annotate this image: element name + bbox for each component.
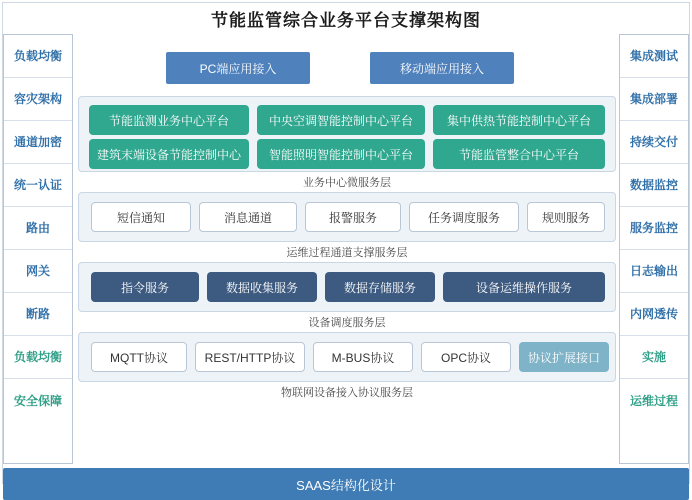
page-title: 节能监管综合业务平台支撑架构图: [211, 11, 481, 30]
chip-alarm-service[interactable]: 报警服务: [305, 202, 401, 232]
right-rail: [619, 34, 689, 464]
layer-caption-ops-channel: 运维过程通道支撑服务层: [286, 247, 408, 259]
chip-sms-notify[interactable]: 短信通知: [91, 202, 191, 232]
chip-integrated-center[interactable]: 节能监管整合中心平台: [433, 139, 605, 169]
layer-caption-iot-protocol: 物联网设备接入协议服务层: [281, 387, 413, 399]
chip-message-channel[interactable]: 消息通道: [199, 202, 297, 232]
chip-mqtt[interactable]: MQTT协议: [91, 342, 187, 372]
layer-business-center: [78, 96, 616, 172]
left-rail-item-4[interactable]: 路由: [4, 207, 72, 250]
chip-rest-http[interactable]: REST/HTTP协议: [195, 342, 305, 372]
chip-opc[interactable]: OPC协议: [421, 342, 511, 372]
left-rail-item-0[interactable]: 负载均衡: [4, 35, 72, 78]
chip-task-schedule[interactable]: 任务调度服务: [409, 202, 519, 232]
left-rail-item-2[interactable]: 通道加密: [4, 121, 72, 164]
chip-business-monitor[interactable]: 节能监测业务中心平台: [89, 105, 249, 135]
right-rail-item-1[interactable]: 集成部署: [620, 78, 688, 121]
right-rail-item-0[interactable]: 集成测试: [620, 35, 688, 78]
chip-command-service[interactable]: 指令服务: [91, 272, 199, 302]
right-rail-item-2[interactable]: 持续交付: [620, 121, 688, 164]
entry-mobile[interactable]: 移动端应用接入: [370, 52, 514, 84]
right-rail-item-4[interactable]: 服务监控: [620, 207, 688, 250]
left-rail-item-6[interactable]: 断路: [4, 293, 72, 336]
chip-device-operation[interactable]: 设备运维操作服务: [443, 272, 605, 302]
chip-district-heating[interactable]: 集中供热节能控制中心平台: [433, 105, 605, 135]
footer-bar: SAAS结构化设计: [3, 468, 689, 500]
layer-iot-protocol: [78, 332, 616, 382]
chip-rule-service[interactable]: 规则服务: [527, 202, 605, 232]
chip-data-storage[interactable]: 数据存储服务: [325, 272, 435, 302]
right-rail-item-6[interactable]: 内网透传: [620, 293, 688, 336]
right-rail-item-5[interactable]: 日志输出: [620, 250, 688, 293]
right-rail-item-3[interactable]: 数据监控: [620, 164, 688, 207]
right-rail-item-7[interactable]: 实施: [620, 336, 688, 379]
layer-caption-device-dispatch: 设备调度服务层: [308, 317, 386, 329]
left-rail-item-7[interactable]: 负载均衡: [4, 336, 72, 379]
left-rail: [3, 34, 73, 464]
layer-device-dispatch: [78, 262, 616, 312]
left-rail-item-1[interactable]: 容灾架构: [4, 78, 72, 121]
left-rail-item-8[interactable]: 安全保障: [13, 393, 62, 408]
chip-central-ac[interactable]: 中央空调智能控制中心平台: [257, 105, 425, 135]
right-rail-item-8[interactable]: 运维过程: [629, 393, 678, 408]
entry-row: [78, 52, 616, 86]
chip-terminal-equipment[interactable]: 建筑末端设备节能控制中心: [89, 139, 249, 169]
chip-smart-lighting[interactable]: 智能照明智能控制中心平台: [257, 139, 425, 169]
entry-pc[interactable]: PC端应用接入: [166, 52, 310, 84]
layer-caption-business-center: 业务中心微服务层: [303, 177, 391, 189]
left-rail-item-5[interactable]: 网关: [4, 250, 72, 293]
left-rail-item-3[interactable]: 统一认证: [4, 164, 72, 207]
chip-protocol-ext[interactable]: 协议扩展接口: [519, 342, 609, 372]
chip-mbus[interactable]: M-BUS协议: [313, 342, 413, 372]
layer-ops-channel: [78, 192, 616, 242]
chip-data-collect[interactable]: 数据收集服务: [207, 272, 317, 302]
center-stack: [78, 34, 616, 464]
